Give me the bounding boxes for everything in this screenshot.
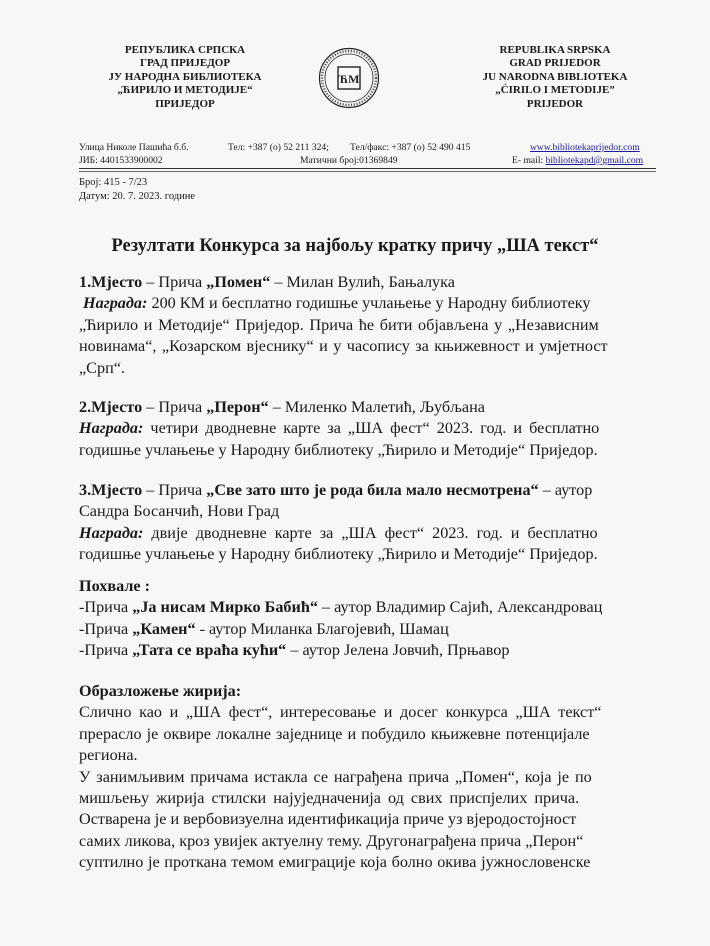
header-line: ГРАД ПРИЈЕДОР	[139, 57, 231, 70]
page-title: Резултати Конкурса за најбољу кратку причу „ША текст“	[111, 236, 599, 256]
header-line: „ĆIRILO I METODIJE”	[495, 84, 615, 97]
jury-line: прерасло је оквире локалне заједнице и побудило књижевне потенцијале	[79, 724, 590, 743]
header-cyrillic	[70, 44, 300, 111]
award-text: двије дводневне карте за „ША фест“ 2023. год. и бесплатно	[143, 523, 598, 542]
jury-line: суптилно је проткана темом емиграције која болно окива јужнословенске	[79, 853, 591, 872]
award-text: „Ћирило и Методије“ Приједор. Прича ће бити објављена у „Независним	[79, 315, 599, 334]
address: Улица Николе Пашића б.б.	[79, 142, 189, 153]
praise-heading: Похвале :	[79, 577, 151, 595]
library-seal-logo	[318, 47, 380, 109]
place-label: 2.Мјесто	[79, 398, 143, 416]
fax: Тел/факс: +387 (о) 52 490 415	[350, 142, 471, 153]
author-text: – аутор	[538, 481, 593, 499]
story-title: „Све зато што је рода била мало несмотрена“	[206, 481, 539, 499]
author-text: – аутор Владимир Сајић, Александровац	[317, 598, 603, 617]
place-label: 3.Мјесто	[79, 481, 143, 499]
header-line: REPUBLIKA SRPSKA	[499, 44, 611, 56]
praise-prefix: -Прича	[79, 619, 133, 638]
dash-text: – Прича	[142, 481, 207, 499]
award-text: годишње учлањење у Народну библиотеку „Ћирило и Методије“ Приједор.	[79, 440, 598, 459]
header-latin	[440, 44, 670, 111]
dash-text: – Прича	[142, 398, 207, 416]
header-divider	[79, 168, 656, 169]
website-link[interactable]	[530, 142, 640, 153]
author-text: - аутор Миланка Благојевић, Шамац	[195, 619, 449, 638]
jury-heading: Образложење жирија:	[79, 682, 242, 700]
jib: ЈИБ: 4401533900002	[79, 155, 163, 166]
author-text: Сандра Босанчић, Нови Град	[79, 502, 280, 521]
logo-text: ЋМ	[338, 72, 360, 86]
praise-prefix: -Прича	[79, 598, 133, 617]
header-line: ПРИЈЕДОР	[155, 97, 215, 110]
registration-number: Матични број:01369849	[300, 155, 398, 166]
story-title: „Перон“	[206, 398, 269, 416]
second-place-section	[79, 397, 659, 461]
email-label: E- mail:	[512, 155, 544, 166]
header-line: ЈУ НАРОДНА БИБЛИОТЕКА	[108, 70, 262, 83]
award-label: Награда:	[83, 294, 148, 313]
email-link[interactable]: bibliotekapd@gmail.com	[545, 155, 644, 166]
list-item	[79, 597, 659, 618]
place-label: 1.Мјесто	[79, 273, 143, 291]
jury-line: Слично као и „ША фест“, интересовање и досег конкурса „ША текст“	[79, 703, 602, 722]
award-label: Награда:	[79, 419, 144, 438]
jury-line: самих ликова, кроз увијек актуелну тему. Другонаграђена прича „Перон“	[79, 831, 584, 850]
header-line: „ЋИРИЛО И МЕТОДИЈЕ“	[117, 84, 253, 97]
phone: Тел: +387 (о) 52 211 324;	[228, 142, 329, 153]
author-text: – Милан Вулић, Бањалука	[270, 273, 455, 291]
third-place-section	[79, 480, 659, 566]
award-text: 200 КМ и бесплатно годишње учлањење у Народну библиотеку	[147, 294, 591, 313]
header-line: PRIJEDOR	[526, 97, 584, 110]
header-line: GRAD PRIJEDOR	[509, 57, 601, 70]
award-text: четири дводневне карте за „ША фест“ 2023. год. и бесплатно	[143, 419, 600, 438]
story-title: „Помен“	[206, 273, 271, 291]
header-line: РЕПУБЛИКА СРПСКА	[124, 44, 246, 56]
document-number: Број: 415 - 7/23	[79, 177, 148, 188]
first-place-section	[79, 272, 659, 379]
author-text: – аутор Јелена Јовчић, Прњавор	[286, 641, 510, 660]
jury-line: региона.	[79, 746, 138, 765]
praise-prefix: -Прича	[79, 641, 133, 660]
website-link-text[interactable]: www.bibliotekaprijedor.com	[530, 142, 640, 153]
story-title: „Тата се враћа кући“	[132, 641, 287, 660]
email-line	[512, 155, 643, 166]
award-text: новинама“, „Козарском вјеснику“ и у часопису за књижевност и умјетност	[79, 337, 608, 356]
list-item	[79, 640, 659, 661]
story-title: „Ја нисам Мирко Бабић“	[132, 598, 318, 617]
award-label: Награда:	[79, 523, 144, 542]
jury-line: Остварена је и вербовизуелна идентификација приче уз вјеродостојност	[79, 810, 577, 829]
header-divider-secondary	[79, 171, 656, 172]
list-item	[79, 619, 659, 640]
jury-line: У занимљивим причама истакла се награђена прича „Помен“, која је по	[79, 767, 592, 786]
story-title: „Камен“	[132, 619, 196, 638]
praise-section	[79, 576, 659, 662]
author-text: – Миленко Малетић, Љубљана	[268, 398, 485, 416]
document-date: Датум: 20. 7. 2023. године	[79, 191, 196, 202]
award-text: годишње учлањење у Народну библиотеку „Ћирило и Методије“ Приједор.	[79, 545, 598, 564]
dash-text: – Прича	[142, 273, 207, 291]
jury-line: мишљењу жирија стилски најуједначенија од свих приспјелих прича.	[79, 789, 580, 808]
header-line: JU NARODNA BIBLIOTEKA	[482, 70, 628, 83]
jury-section	[79, 681, 659, 874]
award-text: „Срп“.	[79, 358, 125, 377]
